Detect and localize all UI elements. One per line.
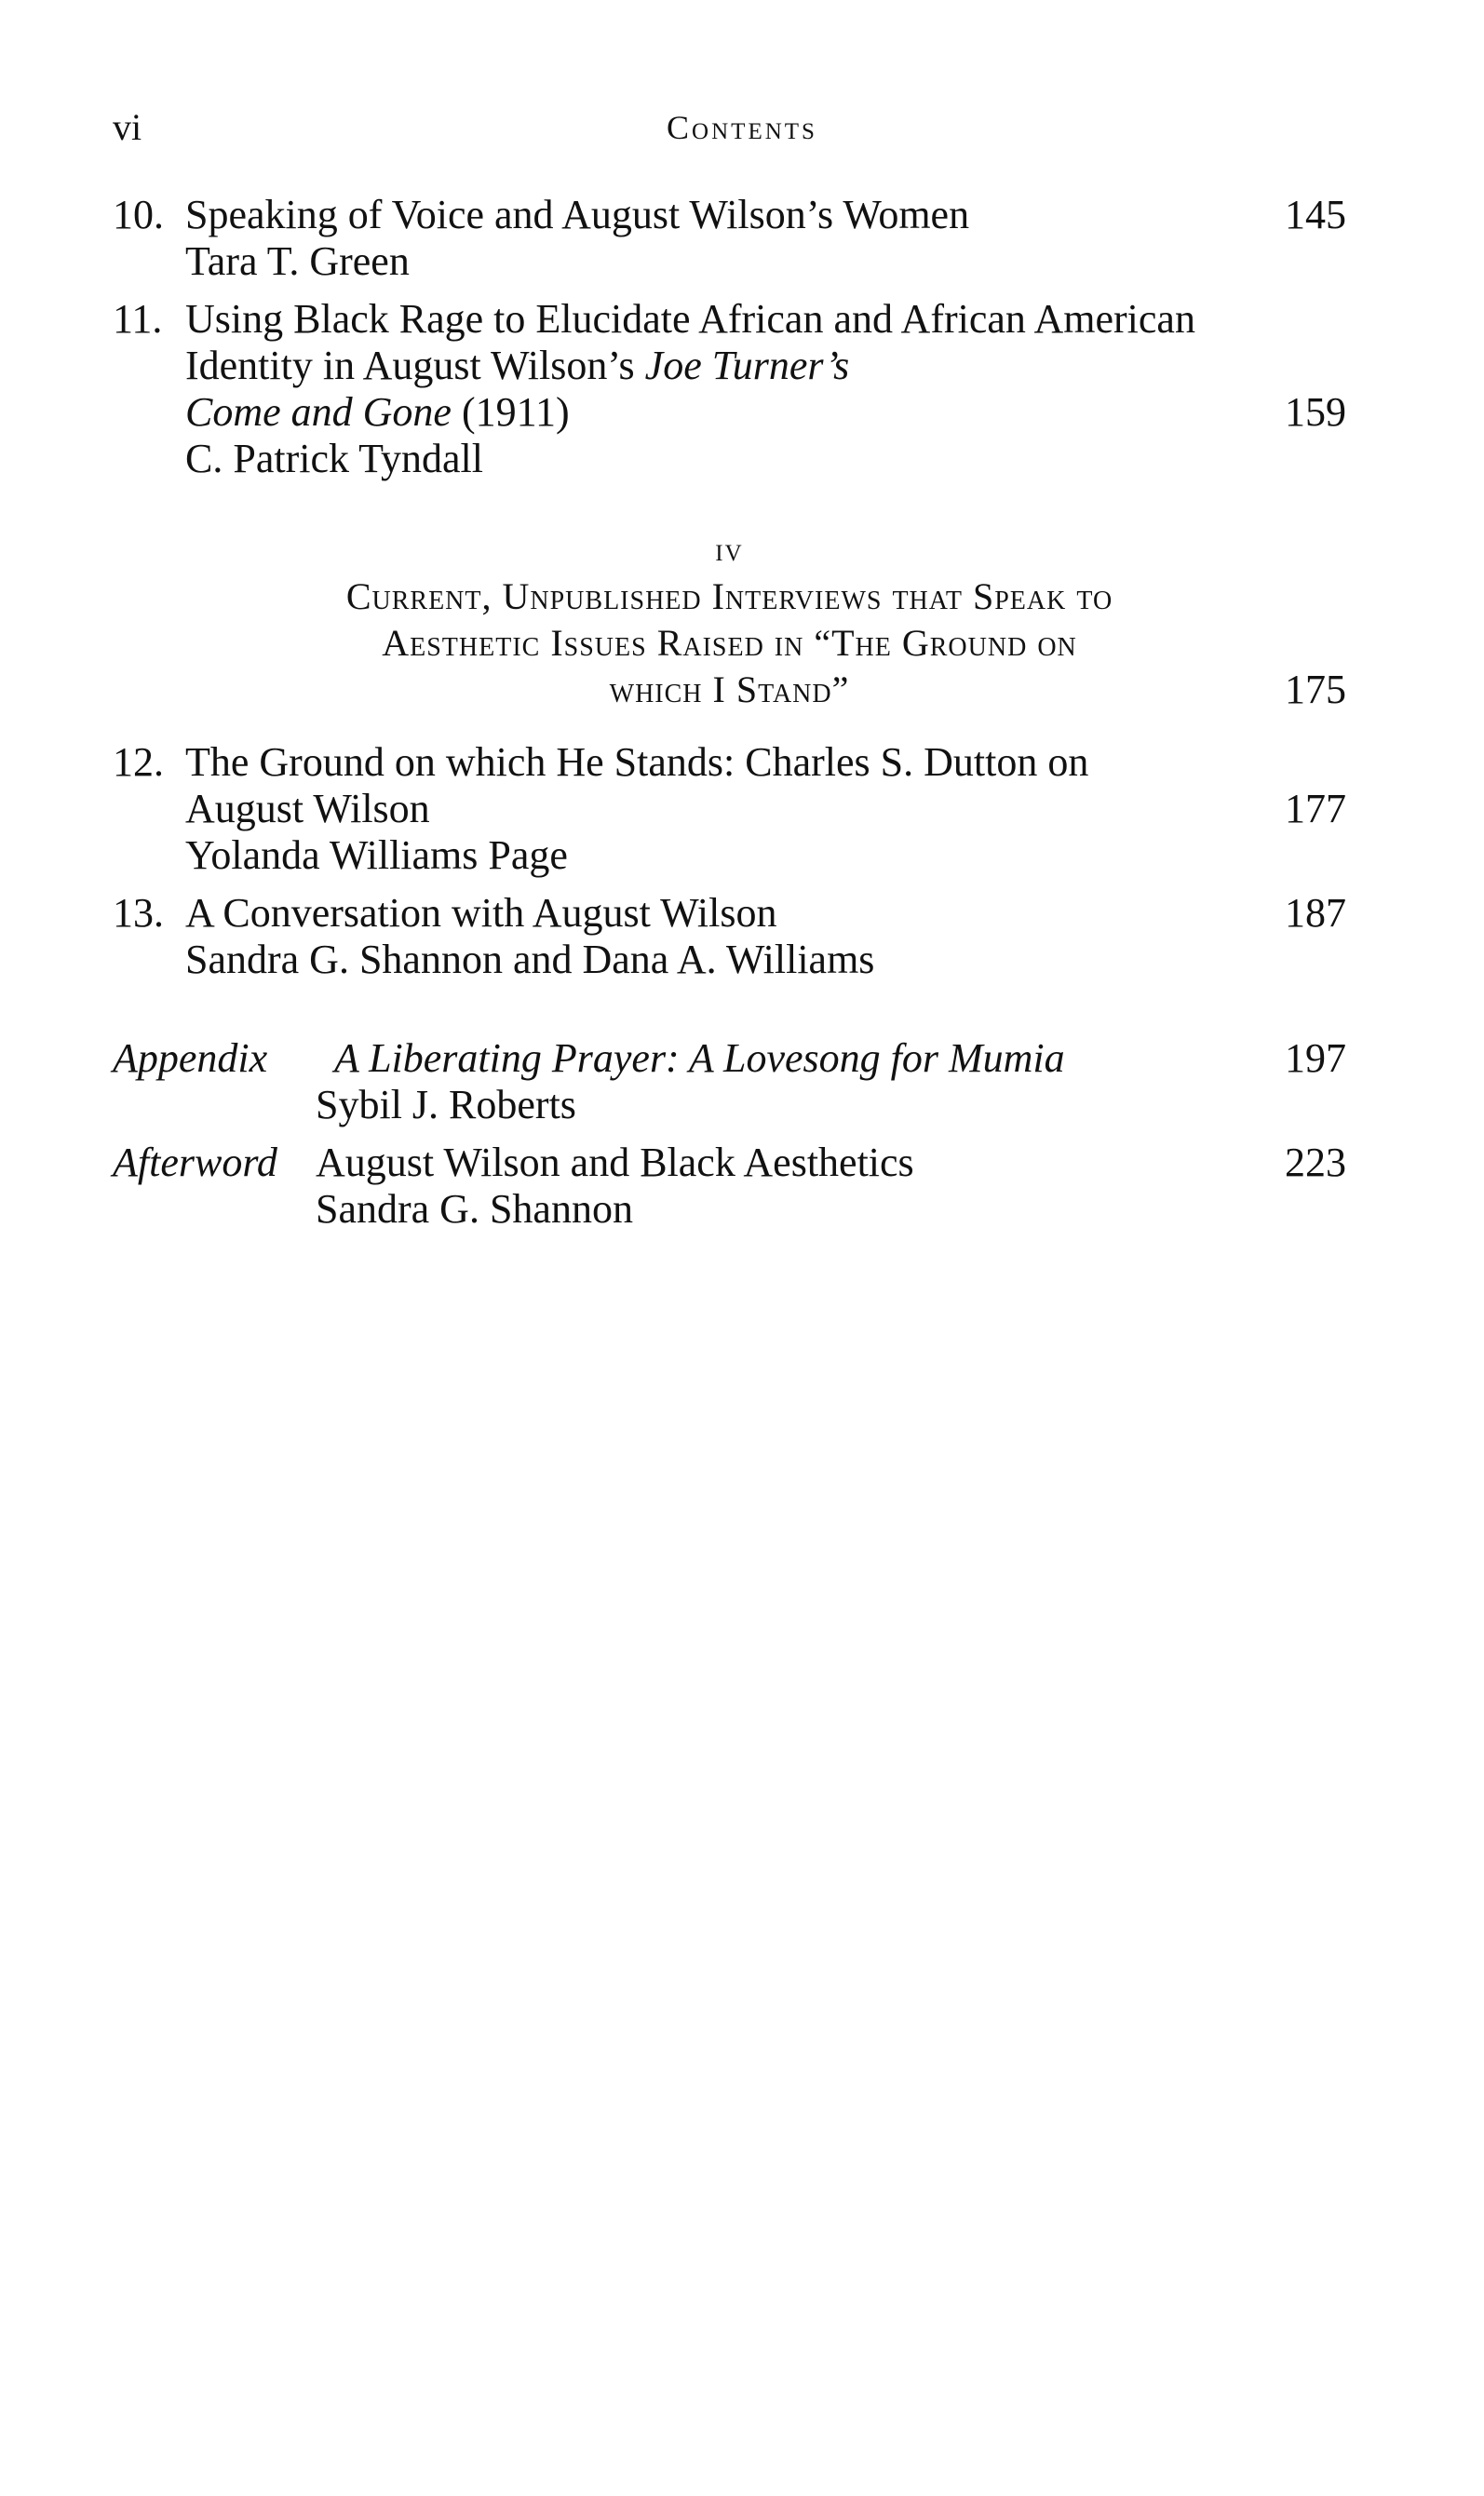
entry-body xyxy=(316,1035,1244,1128)
entry-page: 197 xyxy=(1285,1035,1346,1081)
entry-number: 11. xyxy=(113,296,163,342)
entry-body xyxy=(185,192,1244,285)
entry-author: Sandra G. Shannon and Dana A. Williams xyxy=(185,937,875,982)
entry-page: 145 xyxy=(1285,192,1346,237)
toc-appendix[interactable] xyxy=(113,1035,1346,1128)
toc-entry-10[interactable] xyxy=(113,192,1346,285)
entry-title: Speaking of Voice and August Wilson’s Women xyxy=(185,192,970,237)
entry-author: Yolanda Williams Page xyxy=(185,832,568,878)
running-head: Contents xyxy=(667,109,817,146)
toc-entry-12[interactable] xyxy=(113,739,1346,879)
back-matter-label: Afterword xyxy=(113,1140,277,1185)
entry-number: 10. xyxy=(113,192,164,237)
entry-title-italic: Come and Gone xyxy=(185,389,452,435)
entry-title-line-1: The Ground on which He Stands: Charles S. Dutton on xyxy=(185,739,1089,785)
page-number: vi xyxy=(113,106,142,148)
entry-title-line-2 xyxy=(185,343,1244,389)
entry-page: 187 xyxy=(1285,890,1346,936)
entry-title-text: Identity in August Wilson’s xyxy=(185,343,645,388)
toc-entry-13[interactable] xyxy=(113,890,1346,983)
part-title-line-2: Aesthetic Issues Raised in “The Ground on xyxy=(382,622,1077,664)
entry-number: 13. xyxy=(113,890,164,936)
entry-author: Sybil J. Roberts xyxy=(316,1082,576,1127)
part-title-block xyxy=(113,525,1244,713)
entry-page: 177 xyxy=(1285,786,1346,831)
entry-page: 159 xyxy=(1285,389,1346,435)
entry-title: A Liberating Prayer: A Lovesong for Mumia xyxy=(334,1035,1065,1081)
entry-author: Tara T. Green xyxy=(185,238,410,284)
part-heading[interactable] xyxy=(113,525,1346,713)
entry-page: 223 xyxy=(1285,1140,1346,1185)
toc-afterword[interactable] xyxy=(113,1140,1346,1233)
toc-entry-11[interactable] xyxy=(113,296,1346,482)
table-of-contents xyxy=(113,192,1346,1244)
entry-title-line-3 xyxy=(185,389,1244,436)
entry-author: Sandra G. Shannon xyxy=(316,1186,633,1232)
entry-title-italic: Joe Turner’s xyxy=(644,343,850,388)
entry-title: A Conversation with August Wilson xyxy=(185,890,777,936)
entry-title-line-2: August Wilson xyxy=(185,786,430,831)
back-matter-label: Appendix xyxy=(113,1035,268,1081)
entry-number: 12. xyxy=(113,739,164,785)
entry-body xyxy=(185,890,1244,983)
entry-title-text: (1911) xyxy=(451,389,570,435)
entry-title: August Wilson and Black Aesthetics xyxy=(316,1140,914,1185)
entry-body xyxy=(185,739,1244,879)
entry-body xyxy=(316,1140,1244,1233)
part-title-line-1: Current, Unpublished Interviews that Speak to xyxy=(345,575,1113,617)
entry-body xyxy=(185,296,1244,482)
entry-author: C. Patrick Tyndall xyxy=(185,436,483,481)
part-number: iv xyxy=(715,531,744,568)
entry-title-line-1: Using Black Rage to Elucidate African and African American xyxy=(185,296,1195,342)
part-page: 175 xyxy=(1285,667,1346,712)
part-title-line-3: which I Stand” xyxy=(609,668,850,710)
